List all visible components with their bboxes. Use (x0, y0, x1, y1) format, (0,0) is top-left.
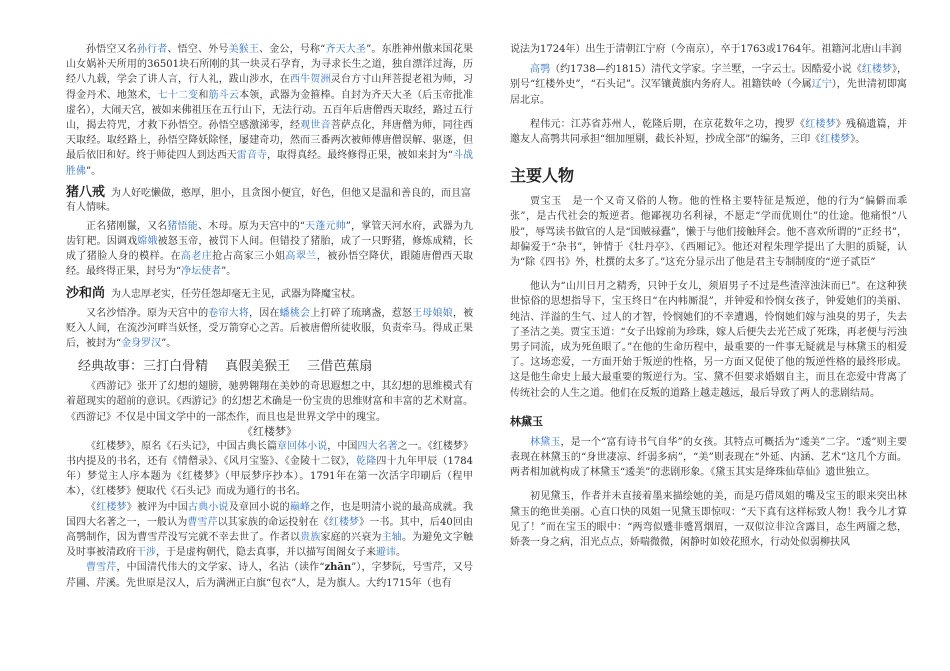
zhu-bajie-heading (66, 186, 473, 215)
link-gudian-xiaoshuo[interactable]: 古典小说 (187, 501, 229, 513)
link-chang-e[interactable]: 嫦娥 (137, 236, 158, 248)
link-guizu[interactable]: 贵族 (300, 532, 321, 544)
sun-wukong-paragraph: 孙悟空又名孙行者、悟空、外号美猴王、金公，号称“齐天大圣”。东胜神州傲来国花果山女娲补天所用的36501块石所刚的其一块灵石孕育，为寻求长生之道，独自漂洋过海，历经八九载，学会了讲人言，行人礼，跋山涉水，在西牛贺洲灵台方寸山拜菩提老祖为师，习得金丹术、地煞术，七十二变和筋斗云本领，武器为金箍棒。自封为齐天大圣（后玉帝批准虚名），大闹天宫，被如来佛祖压在五行山下，无法行动。五百年后唐僧西天取经，路过五行山，揭去符咒，才救下孙悟空。孙悟空感激涕零，经观世音菩萨点化，拜唐僧为师，同往西天取经。取经路上，孙悟空降妖除怪，屡建奇功，然而三番两次被师傅唐僧误解、驱逐，但最后依旧和好。终于师徒四人到达西天雷音寺，取得真经。最终修得正果，被如来封为“斗战胜佛”。 (66, 44, 474, 177)
link-hongloumeng-2[interactable]: 红楼梦 (328, 516, 360, 528)
link-wangmu-niangniang[interactable]: 王母娘娘 (412, 307, 453, 319)
link-juanlian-dajiang[interactable]: 卷帘大将 (208, 307, 250, 319)
right-column (510, 42, 907, 550)
cheng-weiyuan-paragraph: 程伟元：江苏省苏州人，乾隆后期，在京花数年之功，搜罗《红楼梦》残稿遗篇，并邀友人高鹗共同承担“细加厘剔，截长补短，抄成全部”的编务，三印《红楼梦》。 (510, 118, 908, 146)
link-dianfeng[interactable]: 巅峰 (289, 501, 311, 513)
left-column (66, 42, 473, 591)
sha-heshang-name: 沙和尚 (66, 285, 106, 301)
link-lin-daiyu[interactable]: 林黛玉 (530, 436, 561, 448)
link-sida-mingzhu[interactable]: 四大名著 (357, 440, 398, 452)
link-qianlong[interactable]: 乾隆 (356, 456, 377, 468)
link-leiyin-si[interactable]: 雷音寺 (236, 150, 267, 162)
lin-daiyu-title: 林黛玉 (510, 414, 543, 428)
link-tianpeng-yuanshuai[interactable]: 天蓬元帅 (304, 220, 346, 232)
link-pantao-hui[interactable]: 蟠桃会 (279, 307, 311, 319)
link-zhuzhou[interactable]: 主轴 (381, 532, 402, 544)
baoyu-views-paragraph: 他认为“山川日月之精秀，只钟于女儿，须眉男子不过是些渣滓浊沫而已”。在这种狭世惊俗的思想指导下，宝玉终日“在内帏厮混”，并钟爱和怜悯女孩子，钟爱她们的美丽、纯洁、洋溢的生气、过人的才智，怜悯她们的不幸遭遇，怜悯她们嫁与浊臭的男子，失去了圣洁之美。贾宝玉道：“女子出嫁前为珍珠，嫁人后便失去光芒成了死珠，再老便与污浊男子同流，成为死鱼眼了。”在他的生命历程中，最重要的一件事无疑就是与林黛玉的相爱了。这场恋爱，一方面开始于叛逆的性格，另一方面又促使了他的叛逆性格的最终形成。这是他生命史上最大最重要的叛逆行为。宝、黛不但要求婚姻自主，而且在恋爱中背离了传统社会的人生之道。他们在反叛的道路上越走越远，最后导致了两人的悲剧结局。 (510, 281, 907, 399)
link-hongloumeng-1[interactable]: 红楼梦 (96, 501, 127, 513)
cao-xueqin-continued: 说法为1724年）出生于清朝江宁府（今南京），卒于1763或1764年。祖籍河北唐山丰润 (510, 44, 902, 55)
daiyu-first-meeting-paragraph: 初见黛玉，作者并未直接着墨来描绘她的美，而是巧借凤姐的嘴及宝玉的眼来突出林黛玉的绝世美丽。心直口快的凤姐一见黛玉即惊叹：“天下真有这样标致人物！我今儿才算见了！”而在宝玉的眼中：“两弯似蹙非蹙罥烟眉，一双似泣非泣含露目，态生两靥之愁，娇袭一身之病，泪光点点，娇喘微微，闲静时如姣花照水，行动处似弱柳扶风 (510, 491, 907, 549)
link-douzhan-shengfo[interactable]: 斗战胜佛 (66, 150, 473, 177)
link-xiniu-hezhou[interactable]: 西牛贺洲 (289, 74, 331, 86)
sha-heshang-heading (66, 287, 473, 302)
cao-xueqin-paragraph: 曹雪芹，中国清代伟大的文学家、诗人，名沾（读作“zhān”），字梦阮，号雪芹，又号芹圃、芹溪。先世原是汉人，后为满洲正白旗“包衣”人，是为旗人。大约1715年（也有 (66, 562, 473, 589)
hongloumeng-intro-paragraph: 《红楼梦》，原名《石头记》，中国古典长篇章回体小说，中国四大名著之一。《红楼梦》书内提及的书名，还有《情僧录》、《风月宝鉴》、《金陵十二钗》，乾隆四十九年甲辰（1784年）梦觉主人序本题为《红楼梦》（甲辰梦序抄本）。1791年在第一次活字印刷后（程甲本），《红楼梦》便取代《石头记》而成为通行的书名。 (66, 440, 474, 498)
link-ganshe[interactable]: 干涉 (136, 547, 156, 559)
zhan-pinyin: zhān (324, 562, 352, 574)
link-jinshen-luohan[interactable]: 金身罗汉 (121, 338, 162, 350)
link-guanshiyin[interactable]: 观世音 (300, 120, 331, 132)
hongloumeng-evaluation-paragraph: 《红楼梦》被评为中国古典小说及章回小说的巅峰之作，也是明清小说的最高成就。我国四大名著之一，一般认为曹雪芹以其家族的命运投射在《红楼梦》一书。其中，后40回由高鹗制作，因为曹雪芹没写完就不幸去世了。作者以贵族家庭的兴衰为主轴。为避免文字触及时事被清政府干涉，于是虚构朝代，隐去真事，并以描写闺阁女子来避讳。 (66, 501, 474, 559)
link-sun-xingzhe[interactable]: 孙行者 (136, 44, 168, 55)
link-hongloumeng-5[interactable]: 红楼梦 (820, 134, 851, 146)
jia-baoyu-paragraph: 贾宝玉 是一个又奇又俗的人物。他的性格主要特征是叛逆，他的行为“偏僻而乖张”，是古代社会的叛逆者。他鄙视功名利禄，不愿走“学而优则仕”的仕途。他痛恨“八股”，辱骂读书做官的人是“国贼禄蠹”，懒于与他们接触拜会。他不喜欢所谓的“正经书”，却偏爱于“杂书”，钟情于《牡丹亭》、《西厢记》。他还对程朱理学提出了大胆的质疑，认为“除《四书》外，杜撰的太多了。”这充分显示出了他是君主专制制度的“逆子贰臣” (510, 196, 907, 269)
link-zhanghuiti-xiaoshuo[interactable]: 章回体小说 (277, 440, 328, 452)
zhu-bajie-paragraph: 正名猪刚鬣，又名猪悟能、木母。原为天宫中的“天蓬元帅”，掌管天河水府，武器为九齿钉耙。因调戏嫦娥被怒玉帝，被罚下人间。但错投了猪胎，成了一只野猪，修炼成精，长成了猪脸人身的模样。在高老庄抢占高家三小姐高翠兰，被孙悟空降伏，跟随唐僧西天取经。最终得正果，封号为“净坛使者”。 (66, 220, 474, 278)
zhu-bajie-name: 猪八戒 (66, 184, 106, 200)
link-hongloumeng-4[interactable]: 红楼梦 (805, 118, 836, 130)
link-jindouyun[interactable]: 筋斗云 (208, 89, 240, 101)
classic-stories-title: 经典故事：三打白骨精 真假美猴王 三借芭蕉扇 (78, 359, 373, 375)
gao-e-paragraph: 高鹗（约1738—约1815）清代文学家。字兰墅，一字云士。因酷爱小说《红楼梦》，别号“红楼外史”，“石头记”。汉军镶黄旗内务府人。祖籍铁岭（今属辽宁），先世清初即寓居北京。 (510, 64, 908, 106)
xiyouji-fantasy-paragraph: 《西游记》张开了幻想的翅膀，驰骋翱翔在美妙的奇思遐想之中，其幻想的思维模式有着超现实的超前的意识。《西游记》的幻想艺术确是一份宝贵的思维财富和丰富的艺术财富。《西游记》不仅是中国文学中的一部杰作，而且也是世界文学中的瑰宝。 (66, 381, 473, 423)
main-characters-title: 主要人物 (510, 166, 575, 186)
link-72-bian[interactable]: 七十二变 (157, 89, 199, 101)
zhu-bajie-description: 为人好吃懒做，憨厚，胆小，且贪图小便宜，好色，但他又是温和善良的，而且富有人情味。 (66, 187, 472, 213)
link-cao-xueqin-2[interactable]: 曹雪芹 (86, 562, 117, 574)
link-bihui[interactable]: 避讳 (376, 547, 396, 559)
sha-heshang-description: 为人忠厚老实，任劳任怨却毫无主见，武器为降魔宝杖。 (111, 288, 362, 300)
link-zhu-wuneng[interactable]: 猪悟能 (167, 220, 198, 232)
link-cao-xueqin-1[interactable]: 曹雪芹 (187, 516, 218, 528)
link-liaoning[interactable]: 辽宁 (811, 79, 832, 91)
link-gaolao-zhuang[interactable]: 高老庄 (180, 251, 213, 263)
sha-heshang-paragraph: 又名沙悟净。原为天宫中的卷帘大将，因在蟠桃会上打碎了琉璃盏，惹怒王母娘娘，被贬入人间，在流沙河畔当妖怪，受万箭穿心之苦。后被唐僧所徒收服，负责牵马。得成正果后，被封为“金身罗汉”。 (66, 307, 474, 350)
link-gao-cuilan[interactable]: 高翠兰 (285, 251, 317, 263)
link-qitian-dasheng[interactable]: 齐天大圣 (325, 44, 367, 55)
hongloumeng-title: 《红楼梦》 (242, 424, 297, 438)
link-mei-houwang[interactable]: 美猴王 (228, 44, 260, 55)
link-hongloumeng-3[interactable]: 红楼梦 (861, 64, 892, 76)
lin-daiyu-paragraph: 林黛玉，是一个“富有诗书气自华”的女孩。其特点可概括为“逶美”二字。“逶”则主要表现在林黛玉的“身世凄凉、纤弱多病”，“美”则表现在“外延、内涵、艺术”这几个方面。两者相加就构成了林黛玉“逶美”的悲剧形象。《黛玉其实是绛珠仙草仙》遗世独立。 (510, 436, 908, 479)
link-jingtan-shizhe[interactable]: 净坛使者 (181, 266, 222, 278)
link-gao-e[interactable]: 高鹗 (530, 64, 551, 76)
